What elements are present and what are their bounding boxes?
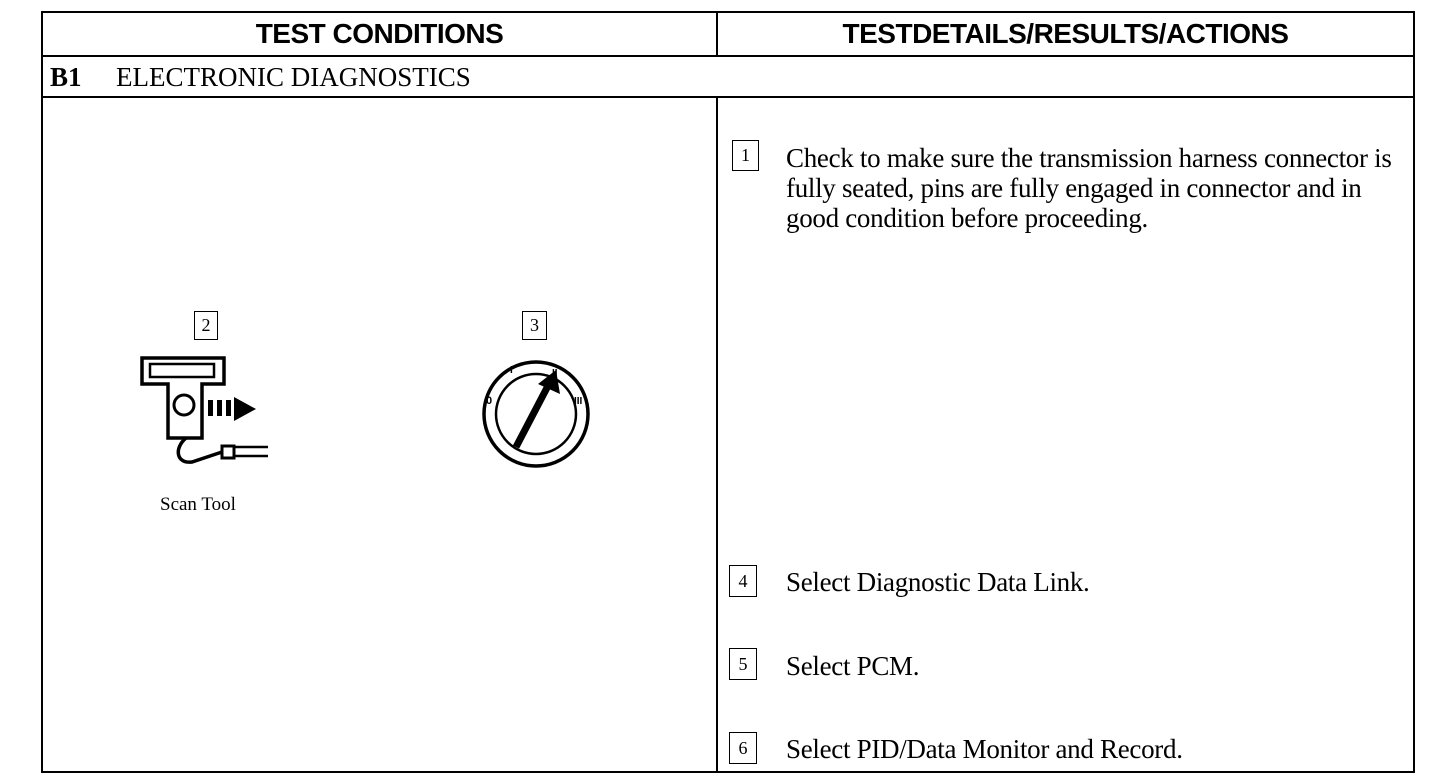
section-row — [50, 58, 471, 96]
step-6-text: Select PID/Data Monitor and Record. — [786, 734, 1183, 764]
test-conditions-header: TEST CONDITIONS — [255, 18, 504, 49]
ignition-position-3: III — [574, 396, 583, 407]
ignition-position-2: II — [552, 368, 558, 379]
test-details-header: TESTDETAILS/RESULTS/ACTIONS — [842, 18, 1289, 49]
figure-3-number: 3 — [522, 311, 547, 340]
step-5-text: Select PCM. — [786, 651, 920, 681]
figure-2-number: 2 — [194, 311, 218, 340]
step-1-text: Check to make sure the transmission harness connector is fully seated, pins are fully engaged in connector and in good condition before proceeding. — [786, 143, 1392, 233]
ignition-position-1: I — [510, 365, 513, 376]
step-4-number: 4 — [729, 565, 757, 597]
step-5-number: 5 — [729, 648, 757, 680]
body-column-divider — [716, 96, 718, 773]
section-title: ELECTRONIC DIAGNOSTICS — [116, 61, 471, 92]
ignition-position-0: 0 — [486, 395, 493, 407]
step-6-number: 6 — [729, 732, 757, 764]
scan-tool-caption: Scan Tool — [160, 494, 236, 515]
ignition-switch-icon — [470, 348, 610, 480]
section-divider — [41, 96, 1415, 98]
scan-tool-icon — [130, 352, 280, 470]
step-4-text: Select Diagnostic Data Link. — [786, 567, 1090, 597]
section-code: B1 — [50, 61, 82, 92]
step-1-number: 1 — [732, 140, 759, 171]
